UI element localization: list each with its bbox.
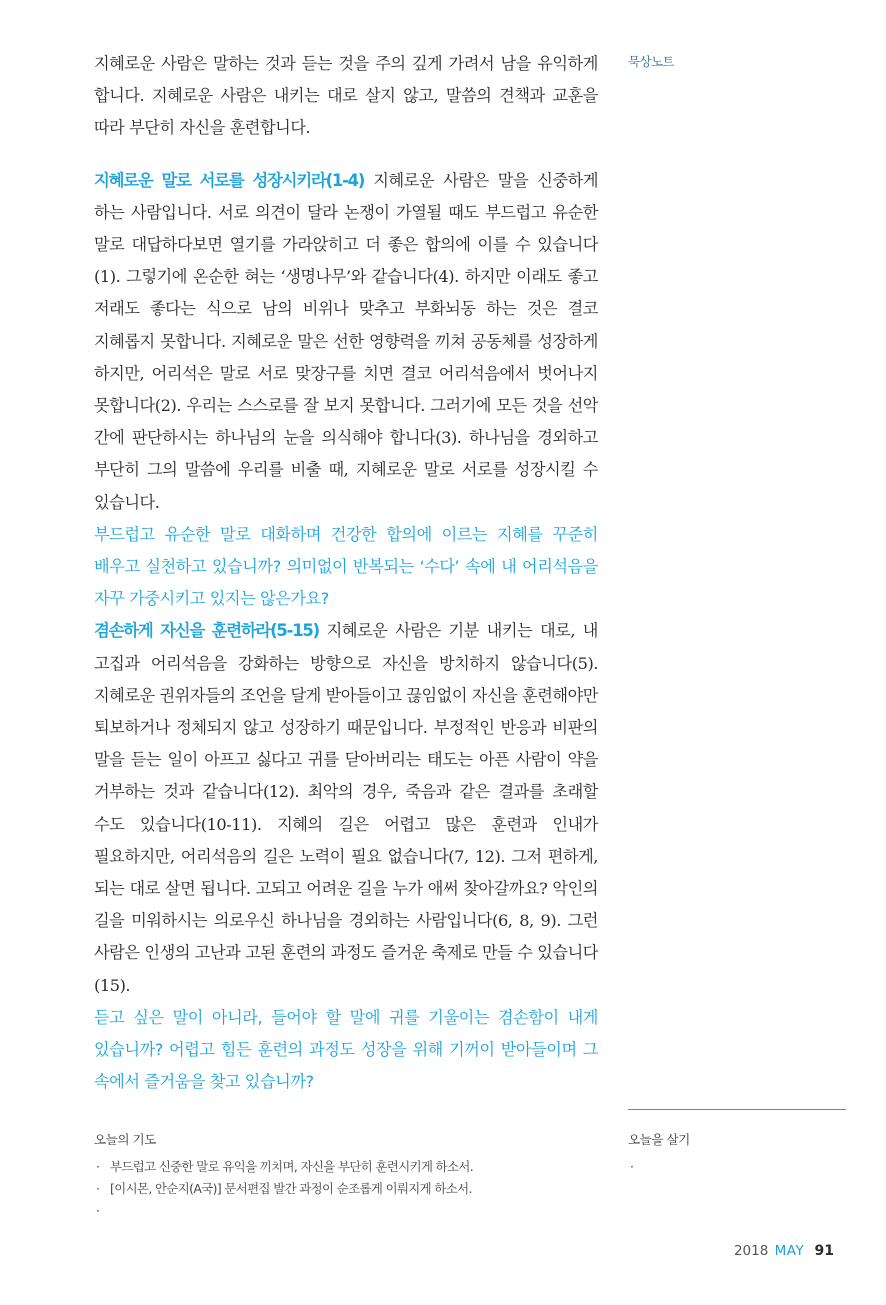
prayer-item: · 부드럽고 신중한 말로 유익을 끼치며, 자신을 부단히 훈련시키게 하소서. xyxy=(96,1159,474,1174)
section2-body: 지혜로운 사람은 기분 내키는 대로, 내 고집과 어리석음을 강화하는 방향으로 자신을 방치하지 않습니다(5). 지혜로운 권위자들의 조언을 달게 받아들이고 끊임없이 자신을 훈련해야만 퇴보하거나 정체되지 않고 성장하기 때문입니다. 부정적인 반응과 비판의 말을 듣는 일이 아프고 싫다고 귀를 닫아버리는 태도는 아픈 사람이 약을 거부하는 것과 같습니다(12). 최악의 경우, 죽음과 같은 결과를 초래할 수도 있습니다(10-11). 지혜의 길은 어렵고 많은 훈련과 인내가 필요하지만, 어리석음의 길은 노력이 필요 없습니다(7, 12). 그저 편하게, 되는 대로 살면 됩니다. 고되고 어려운 길을 누가 애써 찾아갈까요? 악인의 길을 미워하시는 의로우신 하나님을 경외하는 사람입니다(6, 8, 9). 그런 사람은 인생의 고난과 고된 훈련의 과정도 즐거운 축제로 만들 수 있습니다(15). xyxy=(94,621,598,995)
prayer-section xyxy=(94,1129,594,1222)
prayer-item: · xyxy=(96,1203,100,1218)
side-divider xyxy=(628,1109,846,1110)
section1-paragraph xyxy=(94,165,598,519)
page-number: 91 xyxy=(814,1243,834,1259)
living-section xyxy=(628,1129,690,1178)
page-footer xyxy=(734,1243,834,1259)
living-title: 오늘을 살기 xyxy=(628,1132,690,1147)
footer-year: 2018 xyxy=(733,1243,769,1259)
section2-heading: 겸손하게 자신을 훈련하라(5-15) xyxy=(94,621,319,641)
footer-month: MAY xyxy=(774,1243,805,1259)
section2-reflection: 듣고 싶은 말이 아니라, 들어야 할 말에 귀를 기울이는 겸손함이 내게 있습니까? 어렵고 힘든 훈련의 과정도 성장을 위해 기꺼이 받아들이며 그 속에서 즐거움을 찾고 있습니까? xyxy=(94,1007,598,1092)
section1-heading: 지혜로운 말로 서로를 성장시키라(1-4) xyxy=(94,170,365,190)
section1-body: 지혜로운 사람은 말을 신중하게 하는 사람입니다. 서로 의견이 달라 논쟁이 가열될 때도 부드럽고 유순한 말로 대답하다보면 열기를 가라앉히고 더 좋은 합의에 이를 수 있습니다(1). 그렇기에 온순한 혀는 ‘생명나무’와 같습니다(4). 하지만 이래도 좋고 저래도 좋다는 식으로 남의 비위나 맞추고 부화뇌동 하는 것은 결코 지혜롭지 못합니다. 지혜로운 말은 선한 영향력을 끼쳐 공동체를 성장하게 하지만, 어리석은 말로 서로 맞장구를 치면 결코 어리석음에서 벗어나지 못합니다(2). 우리는 스스로를 잘 보지 못합니다. 그러기에 모든 것을 선악 간에 판단하시는 하나님의 눈을 의식해야 합니다(3). 하나님을 경외하고 부단히 그의 말씀에 우리를 비출 때, 지혜로운 말로 서로를 성장시킬 수 있습니다. xyxy=(94,170,598,512)
main-column xyxy=(94,48,598,1099)
prayer-item: · [이시몬, 안순지(A국)] 문서편집 발간 과정이 순조롭게 이뤄지게 하소서. xyxy=(96,1181,472,1196)
prayer-title: 오늘의 기도 xyxy=(94,1132,156,1147)
side-label-meditation-note: 묵상노트 xyxy=(628,54,674,69)
section1-reflection: 부드럽고 유순한 말로 대화하며 건강한 합의에 이르는 지혜를 꾸준히 배우고 실천하고 있습니까? 의미없이 반복되는 ‘수다’ 속에 내 어리석음을 자꾸 가중시키고 있지는 않은가요? xyxy=(94,524,598,609)
living-item: · xyxy=(630,1159,634,1174)
intro-paragraph: 지혜로운 사람은 말하는 것과 듣는 것을 주의 깊게 가려서 남을 유익하게 합니다. 지혜로운 사람은 내키는 대로 살지 않고, 말씀의 견책과 교훈을 따라 부단히 자신을 훈련합니다. xyxy=(94,54,598,138)
section2-paragraph xyxy=(94,615,598,1001)
